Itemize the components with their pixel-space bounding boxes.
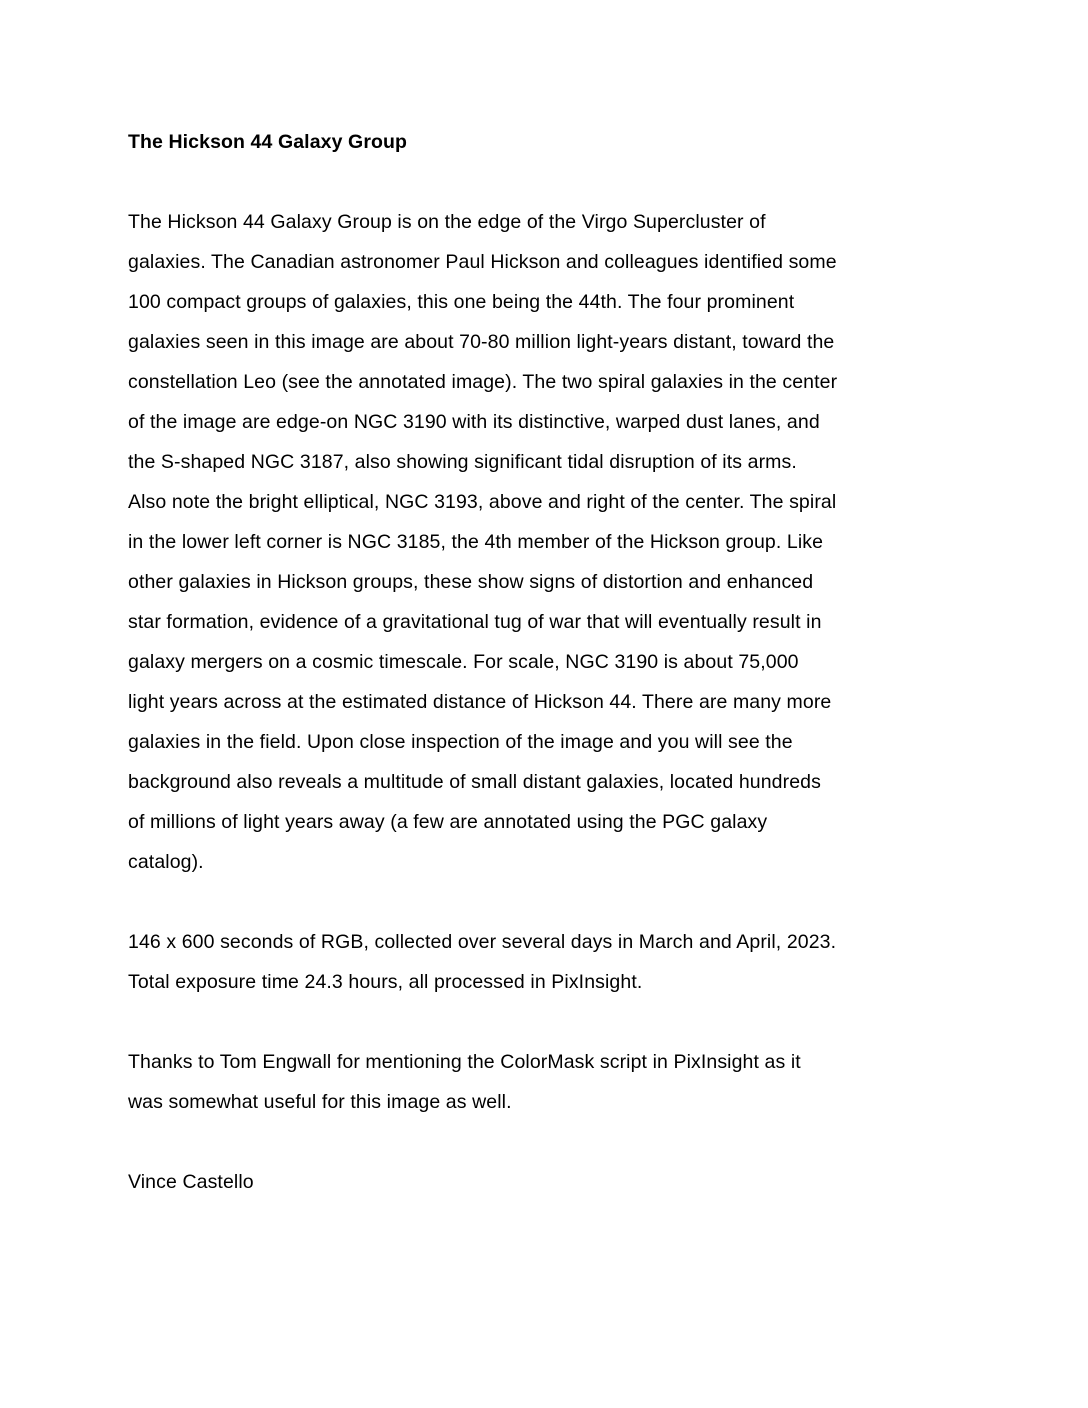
text-line: background also reveals a multitude of small distant galaxies, located hundreds	[128, 771, 821, 793]
text-line: galaxies. The Canadian astronomer Paul Hickson and colleagues identified some	[128, 251, 837, 273]
text-line: other galaxies in Hickson groups, these show signs of distortion and enhanced	[128, 571, 814, 593]
text-line: of millions of light years away (a few are annotated using the PGC galaxy	[128, 811, 768, 833]
text-line: Vince Castello	[128, 1171, 254, 1193]
body-paragraph	[128, 202, 970, 882]
text-line: Also note the bright elliptical, NGC 3193, above and right of the center. The spiral	[128, 491, 837, 513]
document-content	[128, 122, 970, 1202]
text-line: star formation, evidence of a gravitational tug of war that will eventually result in	[128, 611, 822, 633]
text-line: galaxies seen in this image are about 70-80 million light-years distant, toward the	[128, 331, 835, 353]
paragraphs-container	[128, 202, 970, 1202]
text-line: catalog).	[128, 851, 204, 873]
text-line: Thanks to Tom Engwall for mentioning the ColorMask script in PixInsight as it	[128, 1051, 801, 1073]
text-line: constellation Leo (see the annotated image). The two spiral galaxies in the center	[128, 371, 838, 393]
body-paragraph	[128, 1042, 970, 1122]
signature-paragraph	[128, 1162, 970, 1202]
text-line: galaxies in the field. Upon close inspection of the image and you will see the	[128, 731, 793, 753]
text-line: 146 x 600 seconds of RGB, collected over several days in March and April, 2023.	[128, 931, 837, 953]
text-line: Total exposure time 24.3 hours, all processed in PixInsight.	[128, 971, 643, 993]
text-line: The Hickson 44 Galaxy Group is on the edge of the Virgo Supercluster of	[128, 211, 766, 233]
text-line: the S-shaped NGC 3187, also showing significant tidal disruption of its arms.	[128, 451, 797, 473]
text-line: 100 compact groups of galaxies, this one being the 44th. The four prominent	[128, 291, 795, 313]
text-line: light years across at the estimated distance of Hickson 44. There are many more	[128, 691, 832, 713]
document-title: The Hickson 44 Galaxy Group	[128, 131, 408, 153]
body-paragraph	[128, 922, 970, 1002]
text-line: in the lower left corner is NGC 3185, the 4th member of the Hickson group. Like	[128, 531, 824, 553]
text-line: galaxy mergers on a cosmic timescale. For scale, NGC 3190 is about 75,000	[128, 651, 799, 673]
text-line: of the image are edge-on NGC 3190 with its distinctive, warped dust lanes, and	[128, 411, 820, 433]
text-line: was somewhat useful for this image as well.	[128, 1091, 512, 1113]
